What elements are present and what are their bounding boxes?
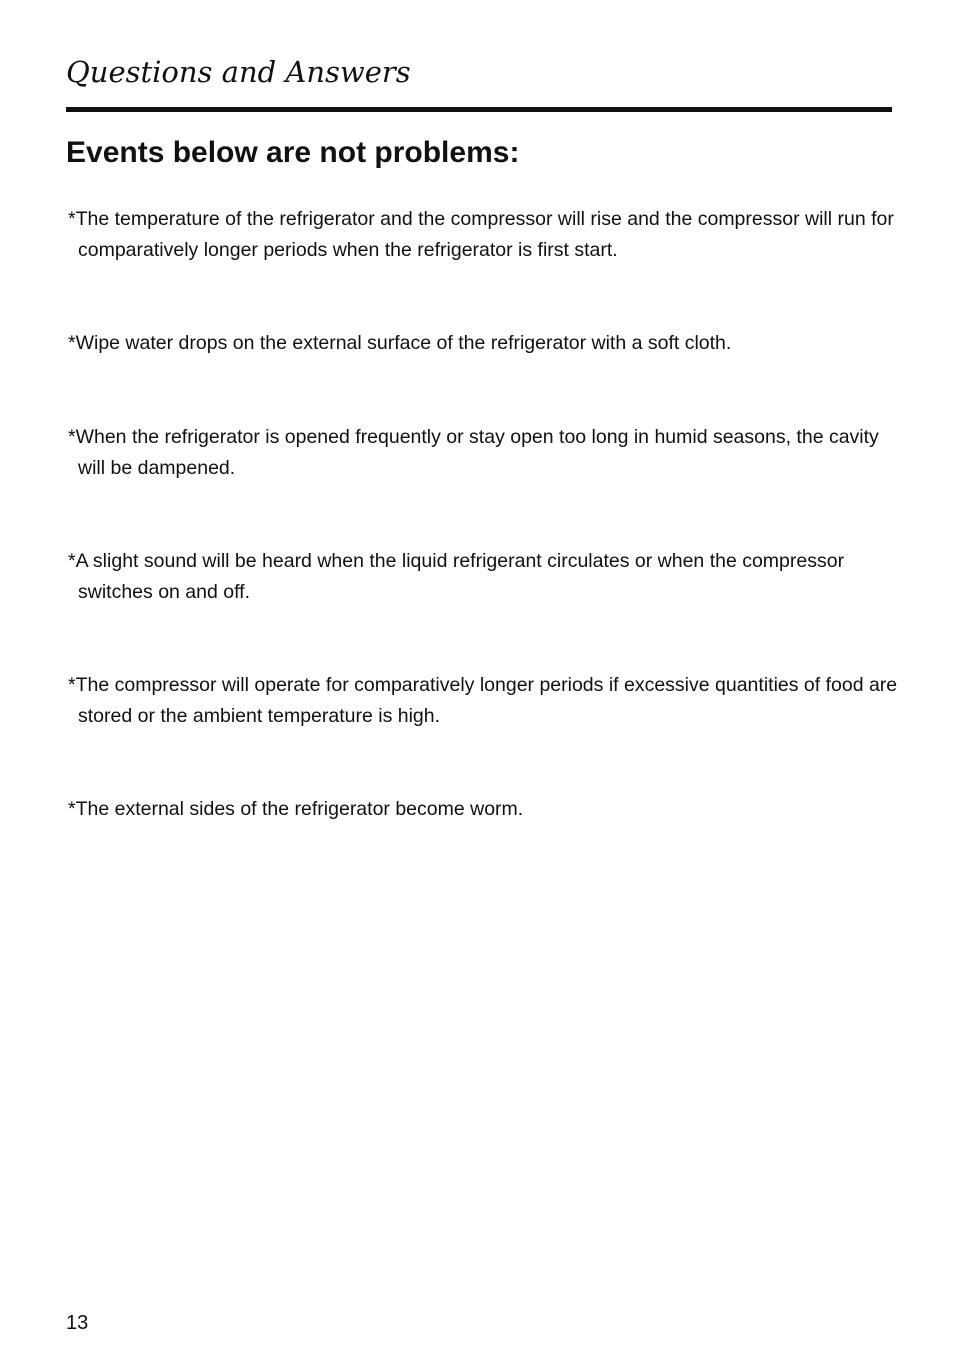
header-divider bbox=[66, 107, 892, 112]
note-item: *The temperature of the refrigerator and the compressor will rise and the compressor will run for comparatively longer periods when the refrigerator is first start. bbox=[68, 208, 894, 261]
note-item: *The external sides of the refrigerator become worm. bbox=[68, 798, 524, 820]
note-item: *A slight sound will be heard when the liquid refrigerant circulates or when the compressor switches on and off. bbox=[68, 550, 845, 603]
note-item: *Wipe water drops on the external surface of the refrigerator with a soft cloth. bbox=[68, 332, 732, 354]
section-header: Questions and Answers bbox=[66, 55, 411, 89]
note-item: *The compressor will operate for comparatively longer periods if excessive quantities of food are stored or the ambient temperature is high. bbox=[68, 674, 898, 727]
page-number: 13 bbox=[66, 1312, 89, 1334]
page-title: Events below are not problems: bbox=[66, 136, 520, 169]
note-list bbox=[68, 204, 900, 888]
note-item: *When the refrigerator is opened frequently or stay open too long in humid seasons, the cavity will be dampened. bbox=[68, 426, 879, 479]
